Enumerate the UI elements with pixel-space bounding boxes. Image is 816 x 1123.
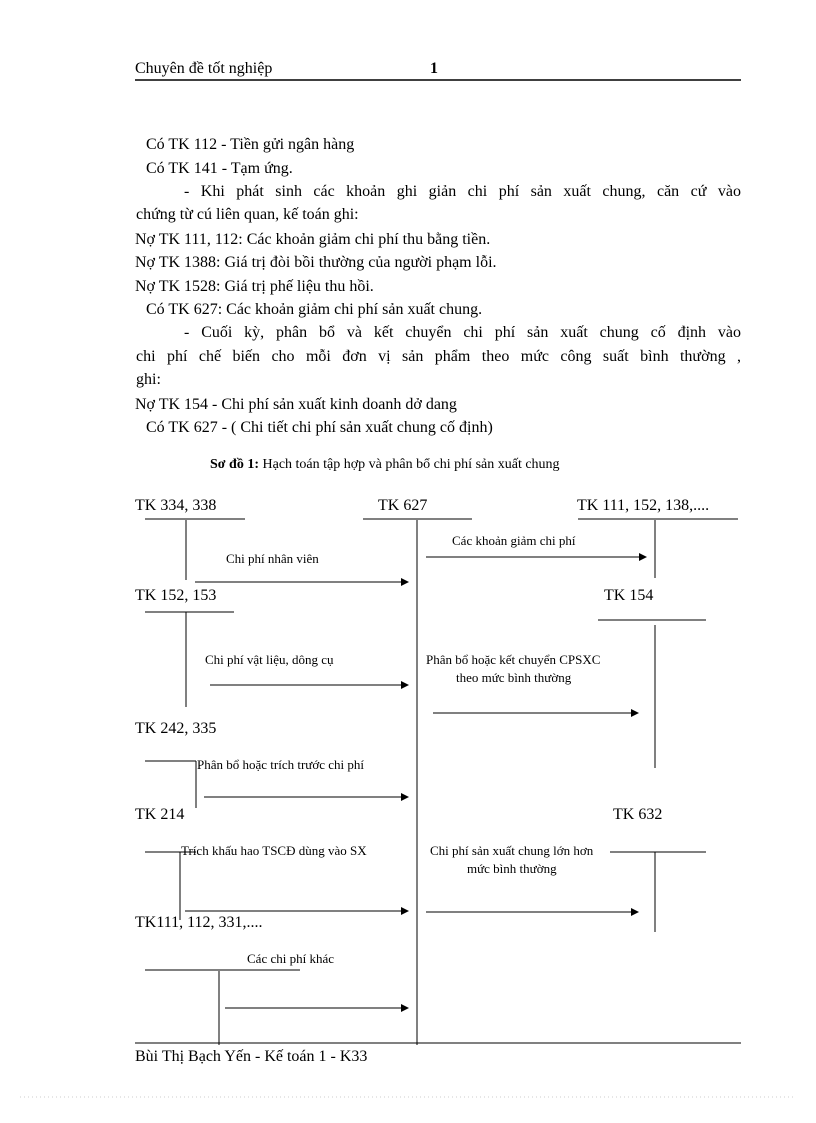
- label-allocate-l2: theo mức bình thường: [456, 670, 572, 685]
- label-staff: Chi phí nhân viên: [226, 551, 319, 566]
- diagram-title-bold: Sơ đồ 1:: [210, 457, 259, 472]
- label-excess-l2: mức bình thường: [467, 861, 557, 876]
- account-tk627: TK 627: [378, 497, 428, 514]
- text-line: Nợ TK 154 - Chi phí sản xuất kinh doanh dở dang: [135, 396, 457, 413]
- paragraph-line: chi phí chế biến cho mỗi đơn vị sản phẩm theo mức công suất bình thường ,: [136, 348, 741, 365]
- text-line: Có TK 112 - Tiền gửi ngân hàng: [146, 136, 355, 153]
- page-number: 1: [430, 60, 438, 77]
- account-tk632: TK 632: [613, 806, 663, 823]
- text-line: Nợ TK 1388: Giá trị đòi bồi thường của người phạm lỗi.: [135, 254, 497, 271]
- label-allocate-l1: Phân bổ hoặc kết chuyển CPSXC: [426, 652, 601, 667]
- paragraph-line: ghi:: [136, 371, 161, 388]
- header-title: Chuyên đề tốt nghiệp: [135, 60, 273, 77]
- account-tk154: TK 154: [604, 587, 654, 604]
- text-line: Có TK 627: Các khoản giảm chi phí sản xuất chung.: [146, 301, 483, 318]
- label-excess-l1: Chi phí sản xuất chung lớn hơn: [430, 843, 594, 858]
- account-tk214: TK 214: [135, 806, 185, 823]
- diagram-title-text: Hạch toán tập hợp và phân bổ chi phí sản xuất chung: [259, 457, 560, 472]
- account-tk334: TK 334, 338: [135, 497, 217, 514]
- text-line: Có TK 627 - ( Chi tiết chi phí sản xuất chung cố định): [146, 419, 493, 436]
- account-tk111: TK 111, 152, 138,....: [577, 497, 710, 514]
- text-line: Nợ TK 111, 112: Các khoản giảm chi phí thu bằng tiền.: [135, 231, 491, 248]
- paragraph-line: - Cuối kỳ, phân bổ và kết chuyển chi phí sản xuất chung cố định vào: [184, 324, 741, 341]
- account-tk242: TK 242, 335: [135, 720, 217, 737]
- label-prepaid: Phân bổ hoặc trích trước chi phí: [197, 757, 364, 772]
- paragraph-line: - Khi phát sinh các khoản ghi giản chi phí sản xuất chung, căn cứ vào: [184, 183, 741, 200]
- label-other: Các chi phí khác: [247, 951, 334, 966]
- paragraph-line: chứng từ cú liên quan, kế toán ghi:: [136, 206, 359, 223]
- account-tk111b: TK111, 112, 331,....: [135, 914, 263, 931]
- footer-author: Bùi Thị Bạch Yến - Kế toán 1 - K33: [135, 1048, 368, 1065]
- text-line: Có TK 141 - Tạm ứng.: [146, 160, 293, 177]
- label-reductions: Các khoản giảm chi phí: [452, 533, 576, 548]
- label-depreciation: Trích khấu hao TSCĐ dùng vào SX: [181, 843, 367, 858]
- label-materials: Chi phí vật liệu, dông cụ: [205, 652, 334, 667]
- text-line: Nợ TK 1528: Giá trị phế liệu thu hồi.: [135, 278, 374, 295]
- account-tk152: TK 152, 153: [135, 587, 217, 604]
